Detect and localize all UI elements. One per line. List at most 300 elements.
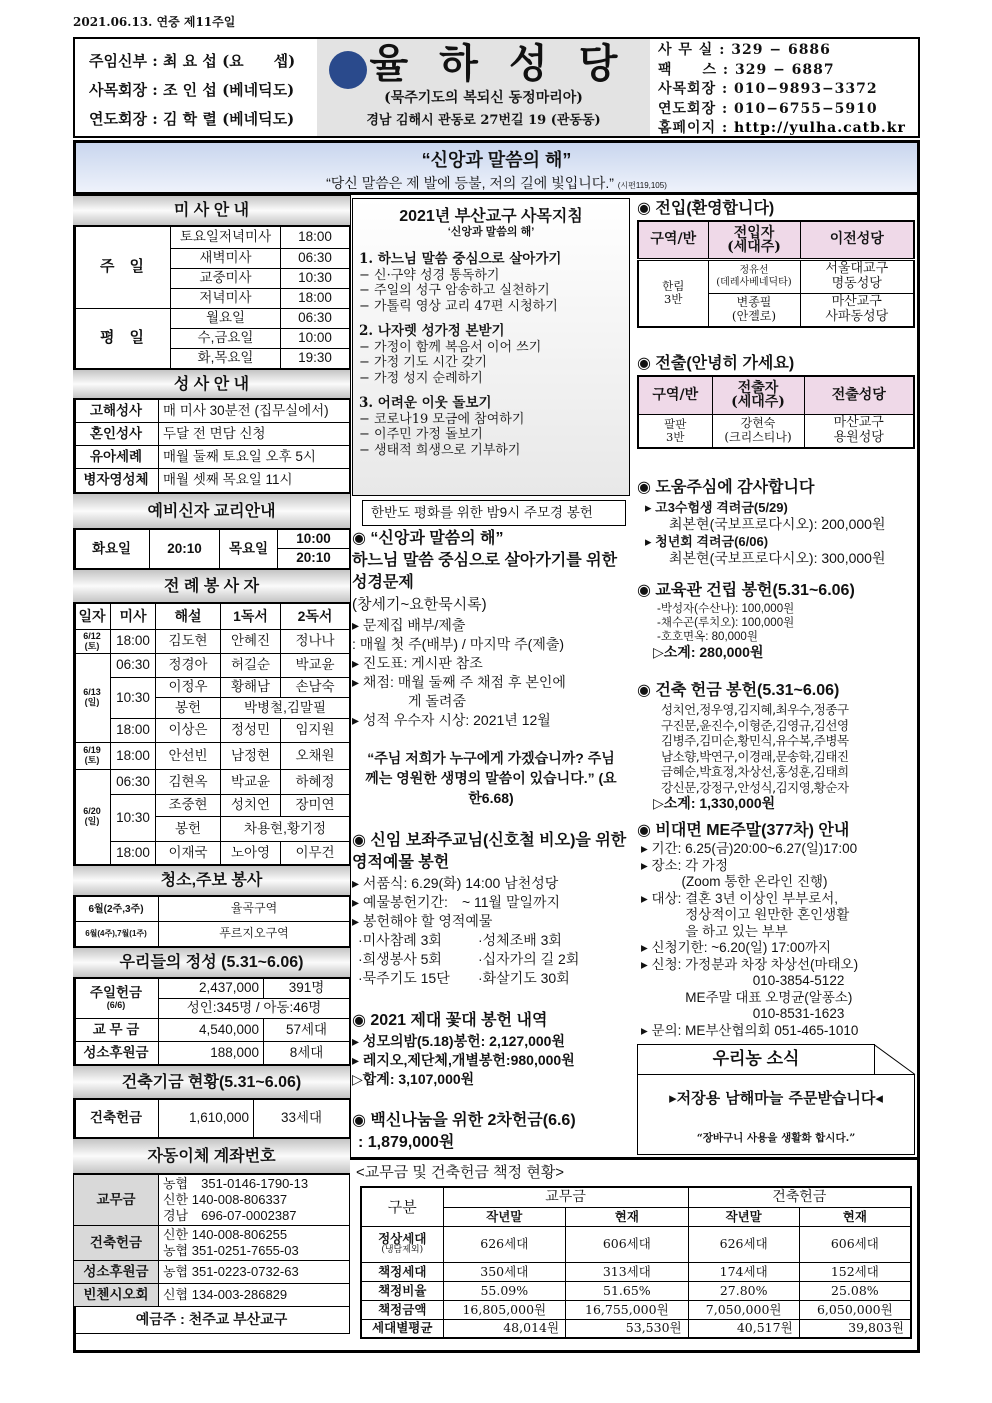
amount: 2,437,000 [159, 979, 264, 999]
cell: 25.08% [799, 1281, 911, 1300]
mass-time: 18:00 [111, 719, 156, 743]
col-header: 구역/반 [638, 221, 708, 259]
sacrament-label: 고해성사 [74, 400, 159, 423]
sacrament-label: 병자영성체 [74, 469, 159, 493]
staff-yeondo: 연도회장 : 김 학 렬 (베네딕도) [89, 110, 295, 128]
section-header: 자동이체 계좌번호 [73, 1138, 350, 1174]
cell: 6,050,000원 [799, 1300, 911, 1319]
notice-heading: 하느님 말씀 중심으로 살아가기를 위한 성경문제 [352, 552, 618, 591]
label-note: (냉담제외) [381, 1244, 424, 1255]
col-subheader: 현재 [799, 1207, 911, 1226]
notice-item: ▸ 기간: 6.25(금)20:00~6.27(일)17:00 [641, 841, 858, 856]
parish-title-block [317, 39, 650, 136]
reader2: 박교윤 [281, 654, 350, 678]
guideline-item: − 가정 기도 시간 갖기 [359, 355, 487, 370]
parish-logo-icon [329, 51, 367, 89]
attendance-detail: 성인:345명 / 아동:46명 [159, 999, 350, 1019]
notice-item: ▸ 성모의밤(5.18)봉헌: 2,127,000원 [352, 1033, 565, 1049]
parish-subtitle: (묵주기도의 복되신 동정마리아) [384, 90, 583, 106]
mass-name: 토요일저녁미사 [171, 227, 281, 249]
staff-council: 사목회장 : 조 인 섭 (베네딕도) [89, 81, 295, 99]
col-header: 일자 [74, 604, 111, 630]
notice-heading: ◉ 비대면 ME주말(377차) 안내 [637, 822, 850, 839]
thanks-detail: 최본현(국보프로다시오): 300,000원 [669, 550, 886, 566]
notice-item: ▸ 레지오,제단체,개별봉헌:980,000원 [352, 1052, 575, 1068]
reader2: 하혜정 [281, 770, 350, 795]
reader2: 장미연 [281, 795, 350, 817]
bible-quote: “주님 저희가 누구에게 가겠습니까? 주님께는 영원한 생명의 말씀이 있습니다.” (요한6.68) [365, 750, 617, 806]
bulletin-date: 2021.06.13. 연중 제11주일 [73, 15, 236, 29]
total: ▷소계: 1,330,000원 [653, 795, 776, 811]
account-label: 교무금 [74, 1175, 159, 1226]
cell: 55.09% [443, 1281, 566, 1300]
col-header: 미사 [111, 604, 156, 630]
col-header: 교무금 [443, 1187, 688, 1207]
notice-heading: ◉ “신앙과 말씀의 해” [352, 530, 504, 547]
notice-heading: ◉ 도움주심에 감사합니다 [637, 479, 815, 496]
previous-parish: 마산교구 사파동성당 [800, 293, 914, 327]
offering-table [73, 978, 350, 1065]
account-number: 경남 696-07-0002387 [163, 1208, 297, 1223]
staff-role: 사목회장 [89, 81, 147, 99]
reader2: 손남숙 [281, 678, 350, 698]
notice-heading: ◉ 신임 보좌주교님(신호철 비오)을 위한 영적예물 봉헌 [352, 832, 627, 871]
notice-item: ▸ 예물봉헌기간: ~ 11월 말일까지 [352, 894, 561, 910]
mass-time: 10:30 [281, 269, 350, 289]
reader1: 안혜진 [221, 630, 281, 654]
vaccine-collection-notice [352, 1110, 630, 1154]
donor-line: 구진문,윤진수,이형준,김영규,김선영 [661, 717, 849, 733]
offering-label: 봉헌 [156, 817, 221, 842]
tab-slant-icon [874, 1044, 916, 1075]
commentator: 안선빈 [156, 743, 221, 770]
catechism-time: 20:10 [278, 549, 350, 569]
contact-label: 팩 스 [658, 61, 718, 78]
parish-address: 경남 김해시 관동로 27번길 19 (관동동) [366, 113, 601, 128]
quote-text: “당신 말씀은 제 발에 등불, 저의 길에 빛입니다.” [326, 175, 614, 191]
guideline-group [359, 252, 623, 314]
account-number: 신한 140-008-806255 [163, 1227, 288, 1242]
cell: 152세대 [799, 1262, 911, 1281]
householder: 정유선 (데레사베네딕타) [708, 259, 800, 293]
cleaning-team: 율곡구역 [159, 897, 350, 922]
col-subheader: 작년말 [688, 1207, 799, 1226]
sacrament-table [73, 399, 350, 493]
mass-time: 10:30 [111, 678, 156, 719]
householder: 변종필 (안젤로) [708, 293, 800, 327]
col-header: 해설 [156, 604, 221, 630]
practice-item: ·성체조배 3회 [478, 932, 562, 948]
notice-heading: ◉ 백신나눔을 위한 2차헌금(6.6) [352, 1112, 576, 1129]
guideline-item: − 가정이 함께 복음서 이어 쓰기 [359, 339, 542, 355]
notice-item: 010-3854-5122 [641, 973, 845, 988]
mass-time: 06:30 [281, 309, 350, 329]
row-label [361, 1226, 443, 1262]
staff-name: 조 인 섭 (베네딕도) [162, 81, 295, 99]
notice-heading: ◉ 교육관 건립 봉헌(5.31~6.06) [637, 582, 855, 599]
notice-item: 을 하고 있는 부부 [641, 923, 788, 939]
theme-title: “신앙과 말씀의 해” [421, 150, 572, 170]
reader1: 정성민 [221, 719, 281, 743]
staff-name: 최 요 섭 (요 셉) [162, 52, 296, 70]
cell: 626세대 [443, 1226, 566, 1262]
row-label: 책정금액 [361, 1300, 443, 1319]
mass-time: 18:00 [281, 289, 350, 309]
guideline-heading: 1. 하느님 말씀 중심으로 살아가기 [359, 251, 562, 267]
commentator: 이재국 [156, 842, 221, 865]
contact-homepage: 홈페이지 : http://yulha.catb.kr [658, 120, 906, 136]
staff-role: 연도회장 [89, 110, 147, 128]
farm-slogan: “장바구니 사용을 생활화 합시다.” [696, 1132, 856, 1144]
notice-heading: ◉ 전출(안녕히 가세요) [637, 355, 795, 372]
col-subheader: 작년말 [443, 1207, 566, 1226]
amount: : 1,879,000원 [358, 1134, 455, 1151]
new-parish: 마산교구 용원성당 [804, 414, 914, 448]
label-text: 주일헌금 [89, 985, 143, 1001]
thanks-title: ▸ 청년회 격려금(6/06) [645, 534, 769, 549]
account-lines [159, 1175, 350, 1226]
col-header: 건축헌금 [688, 1187, 911, 1207]
offering-label: 성소후원금 [74, 1042, 159, 1065]
commentator: 조중현 [156, 795, 221, 817]
notice-item: ▸ 신청: 가정분과 차장 차상선(마태오) [641, 956, 859, 972]
contact-list [650, 39, 918, 136]
cell: 174세대 [688, 1262, 799, 1281]
contact-fax: 팩 스 : 329 − 6887 [658, 61, 835, 78]
reader1: 허길순 [221, 654, 281, 678]
contact-label: 홈페이지 [658, 120, 717, 136]
mass-schedule [73, 195, 350, 1334]
notice-item: ▸ 문의: ME부산협의회 051-465-1010 [641, 1022, 859, 1038]
reader1: 남정현 [221, 743, 281, 770]
notice-item: 정상적이고 원만한 혼인생활 [641, 907, 850, 922]
fund-label: 건축헌금 [74, 1100, 159, 1138]
cell: 39,803원 [799, 1319, 911, 1338]
cell: 51.65% [566, 1281, 689, 1300]
cell: 53,530원 [566, 1319, 689, 1338]
sacrament-label: 유아세례 [74, 446, 159, 469]
previous-parish: 서울대교구 명동성당 [800, 259, 914, 293]
notice-item: ▸ 문제집 배부/제출 [352, 617, 466, 633]
donor: -채수곤(루치오): 100,000원 [657, 617, 795, 629]
cleaning-team: 푸르지오구역 [159, 922, 350, 947]
cell: 48,014원 [443, 1319, 566, 1338]
move-out-table [637, 375, 915, 449]
practice-item: ·십자가의 길 2회 [478, 951, 580, 967]
practice-item: ·묵주기도 15단 [358, 970, 450, 986]
contact-label: 연도회장 [658, 100, 717, 117]
allocation-title: <교무금 및 건축헌금 책정 현황> [356, 1164, 565, 1181]
mass-table [73, 226, 350, 369]
cell: 16,805,000원 [443, 1300, 566, 1319]
donor-line: 금혜순,박효정,차상선,홍성훈,김태희 [661, 764, 849, 779]
account-number: 농협 351-0146-1790-13 [163, 1176, 309, 1191]
guideline-item: − 신·구약 성경 통독하기 [359, 267, 500, 283]
contact-value: 329 − 6886 [731, 42, 831, 58]
account-number: 농협 351-0251-7655-03 [163, 1243, 299, 1258]
column-divider [350, 192, 351, 1160]
staff-role: 주임신부 [89, 52, 147, 70]
section-header: 미 사 안 내 [73, 195, 350, 226]
contact-value: 010−6755−5910 [734, 100, 878, 117]
contact-label: 사목회장 [658, 81, 717, 97]
donor: -호호면옥: 80,000원 [657, 631, 758, 643]
allocation-section [352, 1160, 918, 1339]
accounts-table [73, 1174, 350, 1334]
altar-flowers-notice [352, 1010, 630, 1089]
count: 8세대 [264, 1042, 350, 1065]
cell: 606세대 [566, 1226, 689, 1262]
cell: 606세대 [799, 1226, 911, 1262]
notice-item: 게 돌려줌 [352, 693, 466, 709]
weekday-label: 평 일 [74, 309, 171, 369]
cell: 7,050,000원 [688, 1300, 799, 1319]
practice-item: ·화살기도 30회 [478, 970, 570, 986]
notice-item: 010-8531-1623 [641, 1006, 845, 1021]
pastoral-title: 2021년 부산교구 사목지침 [399, 208, 583, 225]
guideline-group [359, 324, 623, 386]
mass-time: 19:30 [281, 349, 350, 369]
thanks-section [637, 477, 915, 567]
commentator: 이상은 [156, 719, 221, 743]
label-text: 정상세대 [378, 1231, 427, 1247]
account-number: 신협 134-003-286829 [159, 1284, 350, 1307]
notice-heading: ◉ 전입(환영합니다) [637, 200, 775, 217]
catechism-day: 화요일 [74, 530, 150, 569]
mass-time: 18:00 [111, 743, 156, 770]
account-label: 건축헌금 [74, 1226, 159, 1261]
cell: 313세대 [566, 1262, 689, 1281]
mass-time: 06:30 [281, 249, 350, 269]
account-number: 신한 140-008-806337 [163, 1192, 288, 1207]
guideline-item: − 가정 성지 순례하기 [359, 370, 483, 386]
notice-item: ▸ 대상: 결혼 3년 이상인 부부로서, [641, 890, 839, 906]
bulletin-header [73, 37, 920, 138]
notice-item: : 매월 첫 주(배부) / 마지막 주(제출) [352, 636, 565, 652]
col-header: 구분 [361, 1187, 443, 1226]
mass-time: 10:00 [281, 329, 350, 349]
practice-item: ·미사참례 3회 [358, 932, 442, 948]
amount: 188,000 [159, 1042, 264, 1065]
row-label: 책정세대 [361, 1262, 443, 1281]
cleaning-period: 6월(2주,3주) [74, 897, 159, 922]
mass-time: 06:30 [111, 654, 156, 678]
count: 33세대 [254, 1100, 350, 1138]
farm-news-box [637, 1044, 915, 1152]
guideline-item: − 가톨릭 영상 교리 47편 시청하기 [359, 298, 558, 314]
reader2: 정나나 [281, 630, 350, 654]
cell: 626세대 [688, 1226, 799, 1262]
account-label: 빈첸시오회 [74, 1284, 159, 1307]
farm-notice: ▸저장용 남해마늘 주문받습니다◂ [669, 1089, 883, 1107]
mass-name: 교중미사 [171, 269, 281, 289]
account-holder: 예금주 : 천주교 부산교구 [74, 1307, 350, 1334]
guideline-group [359, 396, 623, 458]
contact-yeondo: 연도회장 : 010−6755−5910 [658, 100, 878, 117]
contact-office: 사 무 실 : 329 − 6886 [658, 42, 831, 58]
education-hall-section [637, 580, 915, 661]
account-lines [159, 1226, 350, 1261]
catechism-time: 10:00 [278, 530, 350, 549]
guideline-item: − 생태적 희생으로 기부하기 [359, 442, 521, 458]
label-date: (6/6) [106, 999, 126, 1010]
section-header: 성 사 안 내 [73, 369, 350, 399]
bishop-prayer-notice [352, 830, 630, 988]
account-number: 농협 351-0223-0732-63 [159, 1261, 350, 1284]
col-subheader: 현재 [566, 1207, 689, 1226]
cleaning-period: 6월(4주),7월(1주) [74, 922, 159, 947]
contact-value: 329 − 6887 [734, 61, 835, 78]
staff-name: 김 학 렬 (베네딕도) [162, 110, 295, 128]
guideline-item: − 주일의 성구 암송하고 실천하기 [359, 283, 550, 298]
mass-time: 18:00 [111, 630, 156, 654]
sunday-offering-label [74, 979, 159, 1019]
notice-item: ▸ 서품식: 6.29(화) 14:00 남천성당 [352, 875, 559, 891]
allocation-table [360, 1186, 912, 1339]
cell: 16,755,000원 [566, 1300, 689, 1319]
reader2: 임지원 [281, 719, 350, 743]
notice-item: (Zoom 통한 온라인 진행) [641, 874, 828, 889]
guideline-heading: 3. 어려운 이웃 돌보기 [359, 395, 492, 411]
cell: 40,517원 [688, 1319, 799, 1338]
mass-time: 18:00 [111, 842, 156, 865]
me-details [637, 841, 915, 1039]
offering-label: 봉헌 [156, 698, 221, 719]
sacrament-value: 두달 전 면담 신청 [159, 423, 350, 446]
reader2: 오채원 [281, 743, 350, 770]
reader1: 황해남 [221, 678, 281, 698]
practice-item: ·희생봉사 5회 [358, 951, 442, 967]
mass-name: 새벽미사 [171, 249, 281, 269]
mass-name: 수,금요일 [171, 329, 281, 349]
notice-item: ▸ 채점: 매월 둘째 주 채점 후 본인에 [352, 674, 566, 690]
notice-item: ▸ 봉헌해야 할 영적예물 [352, 913, 493, 929]
section-header: 전 례 봉 사 자 [73, 569, 350, 603]
mass-time: 10:30 [111, 795, 156, 842]
guideline-item: − 코로나19 모금에 참여하기 [359, 411, 525, 427]
guideline-heading: 2. 나자렛 성가정 본받기 [359, 323, 505, 339]
section-header: 예비신자 교리안내 [73, 493, 350, 529]
pastoral-guidelines-box [352, 198, 630, 496]
cell: 27.80% [688, 1281, 799, 1300]
amount: 1,610,000 [159, 1100, 254, 1138]
thanks-title: ▸ 고3수험생 격려금(5/29) [645, 500, 788, 515]
notice-item: ME주말 대표 오명균(알퐁소) [641, 989, 853, 1005]
peace-prayer-notice: 한반도 평화를 위한 밤9시 주모경 봉헌 [362, 500, 626, 526]
mass-time: 18:00 [281, 227, 350, 249]
notice-item: ▸ 성적 우수자 시상: 2021년 12월 [352, 712, 551, 728]
sacrament-label: 혼인성사 [74, 423, 159, 446]
col-header: 전입자 (세대주) [708, 221, 800, 259]
section-header: 건축기금 현황(5.31~6.06) [73, 1065, 350, 1099]
date-cell: 6/13 (일) [74, 654, 111, 743]
householder: 강현숙 (크리스티나) [712, 414, 804, 448]
col-header: 1독서 [221, 604, 281, 630]
donor-line: 김병주,김미순,황민식,유수복,주병목 [661, 733, 849, 748]
donor-line: 남소향,박연구,이경래,문송학,김태진 [661, 748, 849, 764]
section-header: 청소,주보 봉사 [73, 865, 350, 896]
sacrament-value: 매월 셋째 목요일 11시 [159, 469, 350, 493]
reader1: 노아영 [221, 842, 281, 865]
section-header: 우리들의 정성 (5.31~6.06) [73, 947, 350, 978]
count: 391명 [264, 979, 350, 999]
staff-pastor: 주임신부 : 최 요 섭 (요 셉) [89, 52, 296, 70]
catechism-table [73, 529, 350, 569]
commentator: 이정우 [156, 678, 221, 698]
mass-name: 화,목요일 [171, 349, 281, 369]
sacrament-value: 매월 둘째 토요일 오후 5시 [159, 446, 350, 469]
notice-item: ▸ 진도표: 게시판 참조 [352, 655, 483, 671]
row-label: 세대별평균 [361, 1319, 443, 1338]
amount: 4,540,000 [159, 1019, 264, 1042]
total: ▷합계: 3,107,000원 [352, 1071, 475, 1087]
building-fund-table [73, 1099, 350, 1138]
row-label: 책정비율 [361, 1281, 443, 1300]
offering-servers: 차용현,황기정 [221, 817, 350, 842]
me-weekend-section [637, 821, 915, 1039]
reader1: 박교윤 [221, 770, 281, 795]
notice-item: ▸ 신청기한: ~6.20(일) 17:00까지 [641, 940, 831, 955]
date-cell: 6/19 (토) [74, 743, 111, 770]
move-out-section [637, 353, 915, 449]
parish-name: 율 하 성 당 [369, 42, 628, 86]
theme-banner [73, 140, 920, 192]
col-header: 이전성당 [800, 221, 914, 259]
mass-name: 저녁미사 [171, 289, 281, 309]
offering-servers: 박병철,김말필 [221, 698, 350, 719]
contact-label: 사 무 실 [658, 42, 714, 58]
col-header: 2독서 [281, 604, 350, 630]
cell: 350세대 [443, 1262, 566, 1281]
col-header: 전출자 (세대주) [712, 376, 804, 414]
sunday-label: 주 일 [74, 227, 171, 309]
notice-heading: ◉ 건축 헌금 봉헌(5.31~6.06) [637, 682, 840, 699]
notice-item: ▸ 장소: 각 가정 [641, 857, 728, 873]
count: 57세대 [264, 1019, 350, 1042]
district: 한림 3반 [638, 259, 708, 327]
notice-heading: ◉ 2021 제대 꽃대 봉헌 내역 [352, 1012, 548, 1029]
cleaning-table [73, 896, 350, 947]
mass-name: 월요일 [171, 309, 281, 329]
pastoral-subtitle: ‘신앙과 말씀의 해’ [447, 225, 535, 238]
spiritual-offerings [352, 931, 630, 988]
sacrament-value: 매 미사 30분전 (집무실에서) [159, 400, 350, 423]
move-in-table [637, 220, 915, 328]
guideline-item: − 이주민 가정 돌보기 [359, 427, 483, 442]
farm-body [637, 1074, 915, 1155]
reader2: 이무건 [281, 842, 350, 865]
reader1: 성치언 [221, 795, 281, 817]
quote-ref: (시편119,105) [617, 181, 667, 190]
homepage-link[interactable]: http://yulha.catb.kr [734, 120, 906, 136]
donor-line: 강신문,강정구,안성식,김지영,황순자 [661, 779, 849, 795]
contact-value: 010−9893−3372 [734, 81, 878, 97]
contact-council: 사목회장 : 010−9893−3372 [658, 81, 878, 97]
liturgy-table [73, 603, 350, 865]
donor: -박성자(수산나): 100,000원 [657, 603, 795, 615]
col-header: 구역/반 [638, 376, 712, 414]
col-header: 전출성당 [804, 376, 914, 414]
catechism-day: 목요일 [220, 530, 278, 569]
construction-offering-section [637, 680, 915, 812]
total: ▷소계: 280,000원 [653, 644, 764, 660]
bible-quiz-notice [352, 528, 630, 808]
district: 팔판 3반 [638, 414, 712, 448]
account-label: 성소후원금 [74, 1261, 159, 1284]
move-in-section [637, 198, 915, 328]
donor-line: 성치언,정우영,김지혜,최우수,정종구 [661, 702, 849, 717]
mass-time: 06:30 [111, 770, 156, 795]
